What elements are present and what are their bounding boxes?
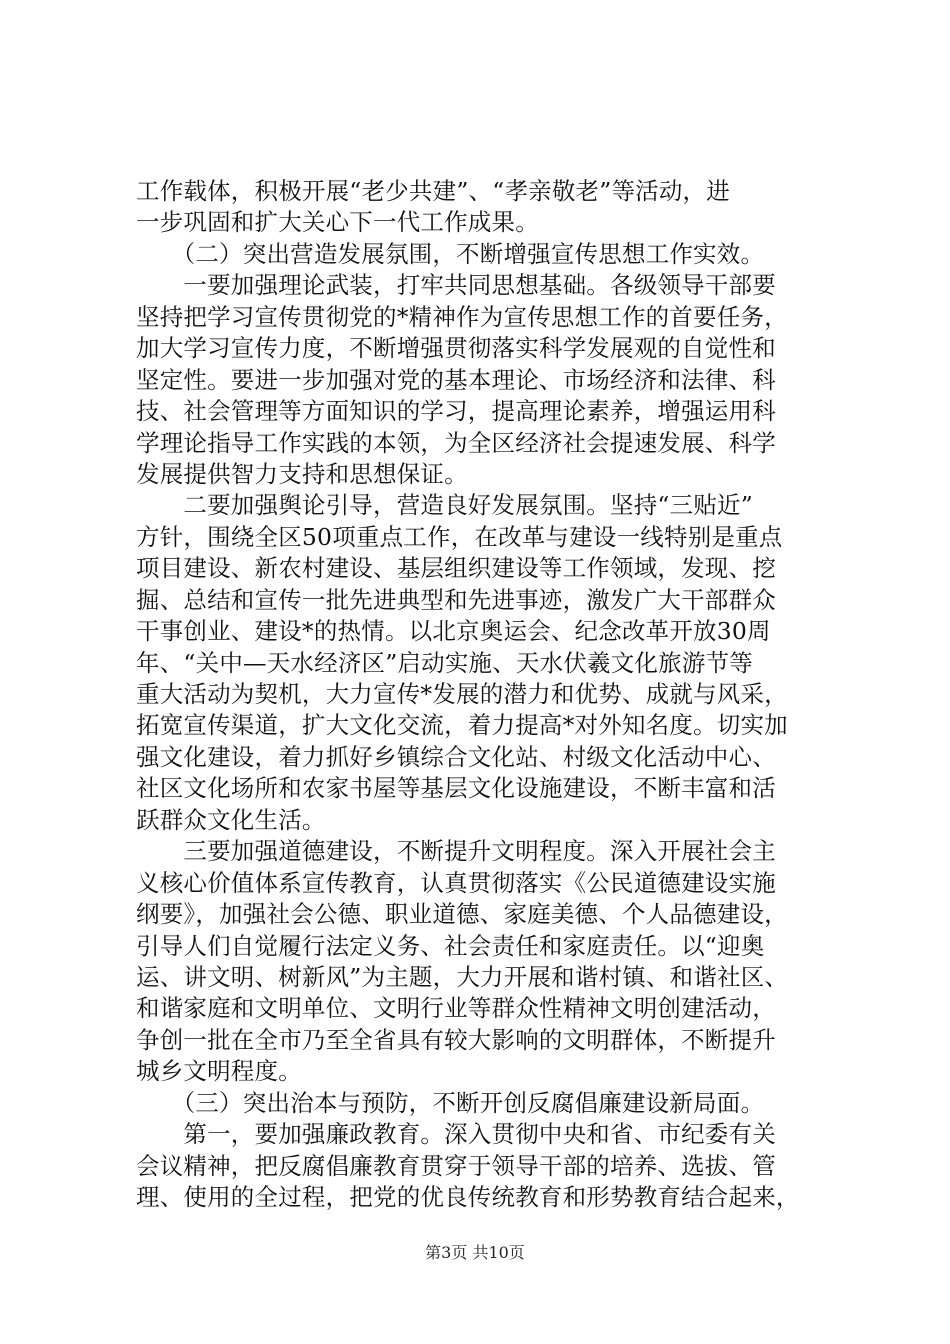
text-line: 一步巩固和扩大关心下一代工作成果。 [136, 208, 539, 237]
text-line: 一要加强理论武装，打牢共同思想基础。各级领导干部要 [136, 271, 776, 300]
text-line: 第一，要加强廉政教育。深入贯彻中央和省、市纪委有关 [136, 1120, 776, 1149]
text-line: 社区文化场所和农家书屋等基层文化设施建设，不断丰富和活 [136, 774, 776, 803]
text-line: 跃群众文化生活。 [136, 805, 326, 834]
text-line: 运、讲文明、树新风”为主题，大力开展和谐村镇、和谐社区、 [136, 962, 789, 991]
text-line: 理、使用的全过程，把党的优良传统教育和形势教育结合起来， [136, 1183, 800, 1211]
body-text [136, 176, 836, 1213]
text-line: 坚持把学习宣传贯彻党的*精神作为宣传思想工作的首要任务， [136, 302, 788, 331]
text-line: 二要加强舆论引导，营造良好发展氛围。坚持“三贴近” [136, 491, 753, 520]
text-line: 学理论指导工作实践的本领，为全区经济社会提速发展、科学 [136, 428, 776, 457]
text-line: 纲要》，加强社会公德、职业道德、家庭美德、个人品德建设， [136, 900, 788, 929]
text-line: 争创一批在全市乃至全省具有较大影响的文明群体，不断提升 [136, 1025, 776, 1054]
text-line: 引导人们自觉履行法定义务、社会责任和家庭责任。以“迎奥 [136, 931, 765, 960]
text-line: 城乡文明程度。 [136, 1057, 302, 1086]
text-line: 加大学习宣传力度，不断增强贯彻落实科学发展观的自觉性和 [136, 334, 776, 363]
text-line: 发展提供智力支持和思想保证。 [136, 459, 468, 488]
text-line: 会议精神，把反腐倡廉教育贯穿于领导干部的培养、选拔、管 [136, 1151, 776, 1180]
text-line: 工作载体，积极开展“老少共建”、“孝亲敬老”等活动，进 [136, 177, 730, 205]
text-line: 年、“关中—天水经济区”启动实施、天水伏羲文化旅游节等 [136, 648, 753, 677]
text-line: 三要加强道德建设，不断提升文明程度。深入开展社会主 [136, 837, 776, 866]
text-line: 技、社会管理等方面知识的学习，提高理论素养，增强运用科 [136, 397, 776, 426]
page-number-footer: 第3页 共10页 [425, 1243, 525, 1262]
text-line: 拓宽宣传渠道，扩大文化交流，着力提高*对外知名度。切实加 [136, 711, 788, 740]
text-line: 掘、总结和宣传一批先进典型和先进事迹，激发广大干部群众 [136, 585, 776, 614]
text-line: 重大活动为契机，大力宣传*发展的潜力和优势、成就与风采， [136, 680, 788, 708]
text-line: 坚定性。要进一步加强对党的基本理论、市场经济和法律、科 [136, 365, 776, 394]
text-line: 方针，围绕全区50项重点工作，在改革与建设一线特别是重点 [136, 522, 783, 551]
text-line: 义核心价值体系宣传教育，认真贯彻落实《公民道德建设实施 [136, 868, 776, 897]
text-line: 和谐家庭和文明单位、文明行业等群众性精神文明创建活动， [136, 994, 776, 1023]
text-line: 强文化建设，着力抓好乡镇综合文化站、村级文化活动中心、 [136, 742, 776, 771]
section-heading: （三）突出治本与预防，不断开创反腐倡廉建设新局面。 [136, 1088, 765, 1117]
text-line: 干事创业、建设*的热情。以北京奥运会、纪念改革开放30周 [136, 617, 771, 646]
section-heading: （二）突出营造发展氛围，不断增强宣传思想工作实效。 [136, 239, 765, 268]
text-line: 项目建设、新农村建设、基层组织建设等工作领域，发现、挖 [136, 554, 776, 583]
